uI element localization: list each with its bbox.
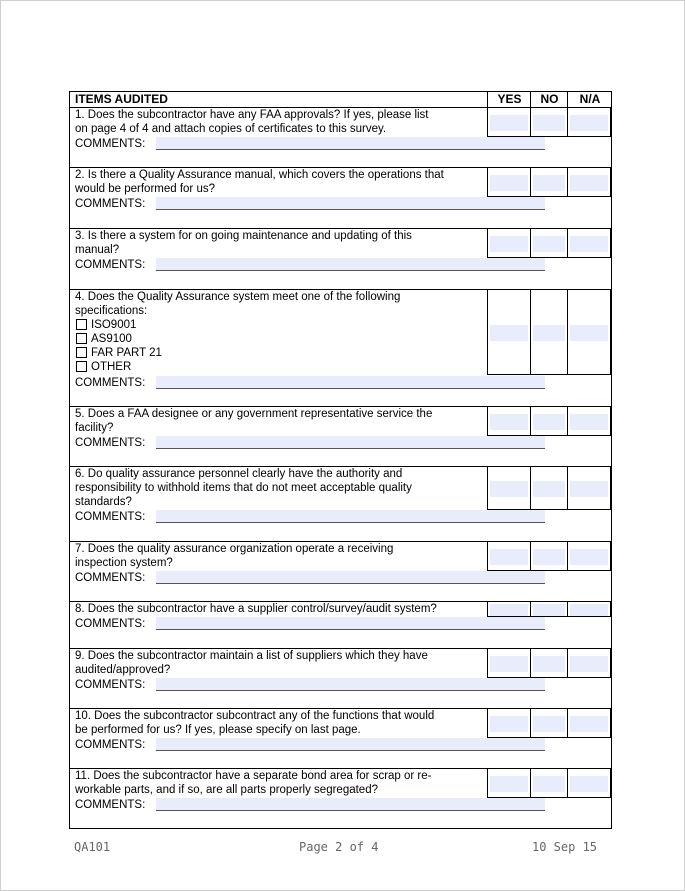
spec-option-label: FAR PART 21	[91, 347, 162, 359]
question-4-na-box[interactable]	[567, 289, 611, 375]
comments-label: COMMENTS:	[75, 679, 146, 691]
comments-label: COMMENTS:	[75, 198, 146, 210]
question-3-text: 3. Is there a system for on going maintenance and updating of this manual?	[75, 230, 412, 256]
question-11-text: 11. Does the subcontractor have a separate bond area for scrap or re- workable parts, and if so, are all parts properly segregated?	[75, 770, 432, 796]
question-7-yes-box[interactable]	[487, 541, 531, 571]
spec-option[interactable]	[76, 346, 162, 360]
spec-checkbox[interactable]	[76, 333, 87, 344]
answer-field-fill	[490, 175, 528, 191]
question-2-no-box[interactable]	[530, 167, 568, 197]
spec-checkbox[interactable]	[76, 361, 87, 372]
comments-label: COMMENTS:	[75, 138, 146, 150]
question-5-na-box[interactable]	[567, 406, 611, 436]
question-11-comments-field[interactable]	[156, 798, 545, 811]
question-4-comments-field[interactable]	[156, 376, 545, 389]
answer-field-fill	[570, 604, 608, 616]
question-2-yes-box[interactable]	[487, 167, 531, 197]
question-6-yes-box[interactable]	[487, 466, 531, 510]
header-yes: YES	[487, 92, 531, 107]
answer-field-fill	[533, 325, 565, 341]
answer-field-fill	[533, 236, 565, 252]
question-4-yes-box[interactable]	[487, 289, 531, 375]
question-9-yes-box[interactable]	[487, 648, 531, 678]
answer-field-fill	[533, 481, 565, 497]
question-3-na-box[interactable]	[567, 228, 611, 258]
answer-field-fill	[490, 481, 528, 497]
audit-form	[69, 91, 612, 829]
spec-option[interactable]	[76, 332, 132, 346]
comments-label: COMMENTS:	[75, 572, 146, 584]
question-1-na-box[interactable]	[567, 107, 611, 137]
question-1-text: 1. Does the subcontractor have any FAA approvals? If yes, please list on page 4 of 4 and attach copies of certificates to this survey.	[75, 109, 429, 135]
question-11-yes-box[interactable]	[487, 768, 531, 798]
answer-field-fill	[490, 776, 528, 792]
spec-option[interactable]	[76, 318, 136, 332]
answer-field-fill	[570, 549, 608, 565]
question-7-na-box[interactable]	[567, 541, 611, 571]
header-na: N/A	[567, 92, 612, 107]
question-2-text: 2. Is there a Quality Assurance manual, which covers the operations that would be performed for us?	[75, 169, 444, 195]
question-8-na-box[interactable]	[567, 601, 611, 617]
answer-field-fill	[570, 115, 608, 131]
answer-field-fill	[533, 549, 565, 565]
comments-label: COMMENTS:	[75, 511, 146, 523]
footer-page-number: Page 2 of 4	[299, 840, 379, 854]
question-1-comments-field[interactable]	[156, 137, 545, 150]
question-9-text: 9. Does the subcontractor maintain a list of suppliers which they have audited/approved?	[75, 650, 428, 676]
question-7-no-box[interactable]	[530, 541, 568, 571]
question-5-text: 5. Does a FAA designee or any government representative service the facility?	[75, 408, 433, 434]
question-8-comments-field[interactable]	[156, 617, 545, 630]
question-8-yes-box[interactable]	[487, 601, 531, 617]
answer-field-fill	[570, 236, 608, 252]
question-5-yes-box[interactable]	[487, 406, 531, 436]
question-7-text: 7. Does the quality assurance organization operate a receiving inspection system?	[75, 543, 394, 569]
answer-field-fill	[490, 236, 528, 252]
answer-field-fill	[490, 414, 528, 430]
question-1-no-box[interactable]	[530, 107, 568, 137]
question-5-no-box[interactable]	[530, 406, 568, 436]
question-10-no-box[interactable]	[530, 708, 568, 738]
spec-option-label: ISO9001	[91, 319, 137, 331]
question-11-no-box[interactable]	[530, 768, 568, 798]
answer-field-fill	[570, 776, 608, 792]
question-4-no-box[interactable]	[530, 289, 568, 375]
comments-label: COMMENTS:	[75, 437, 146, 449]
question-10-text: 10. Does the subcontractor subcontract any of the functions that would be performed for us? If yes, please specify on last page.	[75, 710, 435, 736]
comments-label: COMMENTS:	[75, 739, 146, 751]
question-3-yes-box[interactable]	[487, 228, 531, 258]
answer-field-fill	[490, 656, 528, 672]
answer-field-fill	[570, 325, 608, 341]
spec-checkbox[interactable]	[76, 347, 87, 358]
comments-label: COMMENTS:	[75, 259, 146, 271]
question-9-na-box[interactable]	[567, 648, 611, 678]
answer-field-fill	[570, 175, 608, 191]
question-3-comments-field[interactable]	[156, 258, 545, 271]
answer-field-fill	[533, 115, 565, 131]
answer-field-fill	[533, 175, 565, 191]
question-6-no-box[interactable]	[530, 466, 568, 510]
question-10-comments-field[interactable]	[156, 738, 545, 751]
question-7-comments-field[interactable]	[156, 571, 545, 584]
question-11-na-box[interactable]	[567, 768, 611, 798]
question-10-yes-box[interactable]	[487, 708, 531, 738]
question-8-no-box[interactable]	[530, 601, 568, 617]
answer-field-fill	[490, 115, 528, 131]
answer-field-fill	[533, 604, 565, 616]
footer-form-id: QA101	[74, 840, 111, 854]
answer-field-fill	[490, 604, 528, 616]
spec-checkbox[interactable]	[76, 319, 87, 330]
answer-field-fill	[570, 481, 608, 497]
header-no: NO	[530, 92, 568, 107]
answer-field-fill	[533, 414, 565, 430]
question-2-na-box[interactable]	[567, 167, 611, 197]
comments-label: COMMENTS:	[75, 618, 146, 630]
question-3-no-box[interactable]	[530, 228, 568, 258]
header-items-audited: ITEMS AUDITED	[75, 92, 168, 106]
spec-option-label: OTHER	[91, 361, 132, 373]
question-9-no-box[interactable]	[530, 648, 568, 678]
table-header	[70, 92, 611, 108]
answer-field-fill	[533, 716, 565, 732]
question-6-text: 6. Do quality assurance personnel clearly have the authority and responsibility to withhold items that do not meet acceptable quality standards?	[75, 468, 412, 508]
answer-field-fill	[570, 656, 608, 672]
answer-field-fill	[490, 716, 528, 732]
answer-field-fill	[570, 414, 608, 430]
question-4-text: 4. Does the Quality Assurance system meet one of the following specifications:	[75, 291, 401, 317]
comments-label: COMMENTS:	[75, 377, 146, 389]
spec-option[interactable]	[76, 360, 131, 374]
answer-field-fill	[533, 656, 565, 672]
question-6-comments-field[interactable]	[156, 510, 545, 523]
question-5-comments-field[interactable]	[156, 436, 545, 449]
answer-field-fill	[570, 716, 608, 732]
spec-option-label: AS9100	[91, 333, 132, 345]
answer-field-fill	[490, 549, 528, 565]
question-9-comments-field[interactable]	[156, 678, 545, 691]
question-10-na-box[interactable]	[567, 708, 611, 738]
question-2-comments-field[interactable]	[156, 197, 545, 210]
comments-label: COMMENTS:	[75, 799, 146, 811]
answer-field-fill	[533, 776, 565, 792]
answer-field-fill	[490, 325, 528, 341]
question-8-text: 8. Does the subcontractor have a supplier control/survey/audit system?	[75, 603, 437, 615]
question-1-yes-box[interactable]	[487, 107, 531, 137]
question-6-na-box[interactable]	[567, 466, 611, 510]
footer-date: 10 Sep 15	[532, 840, 598, 854]
